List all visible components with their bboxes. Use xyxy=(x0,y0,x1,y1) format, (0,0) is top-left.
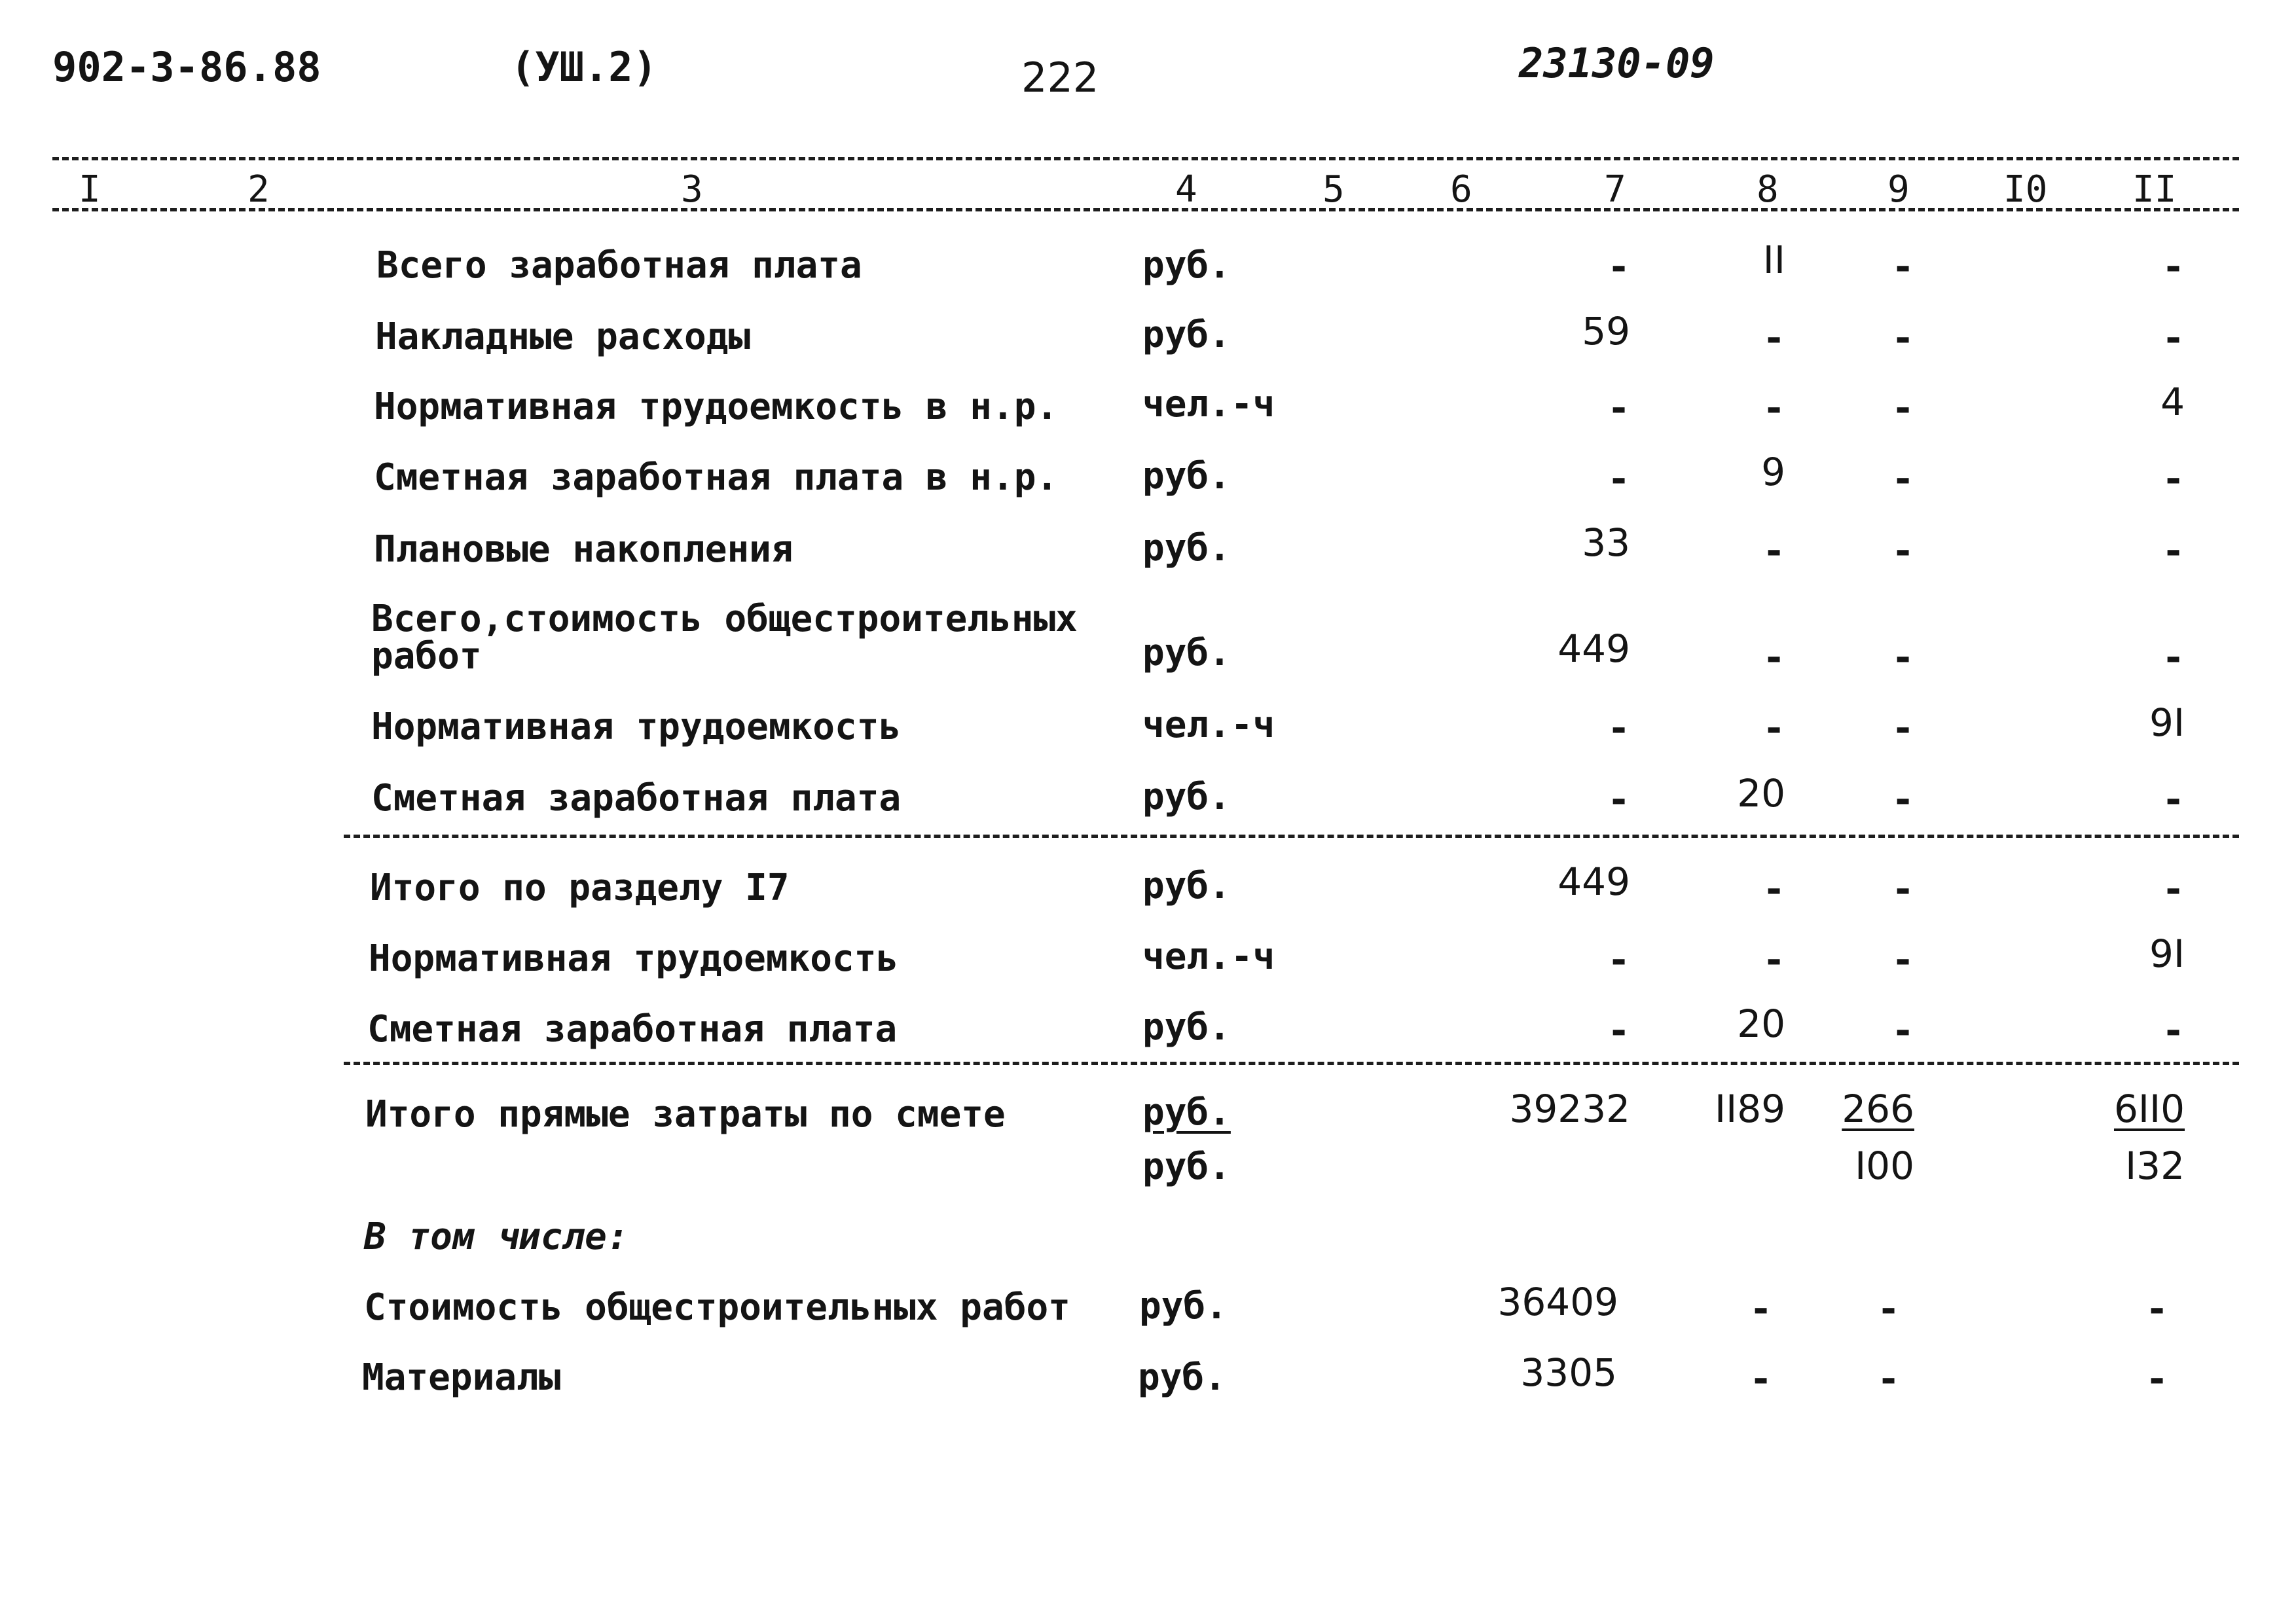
col11-value: 4 xyxy=(2160,380,2185,424)
col8-value: - xyxy=(1762,528,1785,573)
col11-value: - xyxy=(2162,867,2185,911)
row-unit: руб. xyxy=(1139,1285,1228,1327)
col9-value: - xyxy=(1891,937,1914,982)
row-unit: чел.-ч xyxy=(1142,935,1275,978)
col9-value: - xyxy=(1877,1286,1900,1331)
col7-value: 59 xyxy=(1582,309,1630,353)
row-unit: руб. xyxy=(1142,527,1231,569)
row-unit: руб. xyxy=(1142,776,1231,818)
total-col11-denominator: I32 xyxy=(2125,1144,2185,1188)
row-label: Нормативная трудоемкость в н.р. xyxy=(374,386,1059,428)
col8-value: - xyxy=(1749,1286,1772,1331)
total-col9-denominator: I00 xyxy=(1855,1144,1914,1188)
section-divider xyxy=(344,1062,2239,1065)
row-label: Итого по разделу I7 xyxy=(370,867,790,909)
col11-value: - xyxy=(2162,777,2185,821)
row-unit: руб. xyxy=(1142,455,1231,497)
page-number: 222 xyxy=(1021,54,1099,101)
col7-value: 36409 xyxy=(1497,1280,1618,1324)
section-code: (УШ.2) xyxy=(511,43,657,91)
col7-value: - xyxy=(1607,244,1630,289)
col9-value: - xyxy=(1891,867,1914,911)
col7-value: 33 xyxy=(1582,520,1630,565)
col9-value: - xyxy=(1891,635,1914,679)
row-label: Стоимость общестроительных работ xyxy=(364,1286,1070,1329)
row-label: Сметная заработная плата в н.р. xyxy=(374,456,1059,499)
row-label: Всего заработная плата xyxy=(376,244,862,287)
col11-value: - xyxy=(2162,635,2185,679)
row-label: Плановые накопления xyxy=(374,528,793,571)
row-unit: чел.-ч xyxy=(1142,704,1275,746)
row-label: Накладные расходы xyxy=(375,316,751,358)
column-number: 8 xyxy=(1757,168,1779,211)
total-unit: руб. xyxy=(1142,1091,1231,1134)
including-label: В том числе: xyxy=(364,1216,629,1258)
column-number: 6 xyxy=(1450,168,1472,211)
col8-value: - xyxy=(1749,1356,1772,1401)
col8-value: - xyxy=(1762,386,1785,430)
column-number: 7 xyxy=(1604,168,1626,211)
col7-value: - xyxy=(1607,456,1630,501)
col9-value: - xyxy=(1891,777,1914,821)
col11-value: 9I xyxy=(2149,931,2185,976)
col9-value: - xyxy=(1891,1008,1914,1053)
row-unit: чел.-ч xyxy=(1142,383,1275,425)
col11-value: 9I xyxy=(2149,700,2185,745)
row-unit: руб. xyxy=(1142,632,1231,674)
col11-value: - xyxy=(2162,316,2185,360)
doc-number: 23130-09 xyxy=(1519,39,1715,87)
col9-value: - xyxy=(1891,316,1914,360)
section-divider xyxy=(344,835,2239,838)
column-number: I xyxy=(79,168,101,211)
col8-value: 20 xyxy=(1737,1001,1785,1046)
col8-value: - xyxy=(1762,635,1785,679)
total-unit-second: руб. xyxy=(1142,1146,1231,1188)
column-number: 3 xyxy=(681,168,703,211)
col8-value: 9 xyxy=(1761,450,1785,494)
column-number: 9 xyxy=(1887,168,1910,211)
col8-value: - xyxy=(1762,867,1785,911)
col7-value: 449 xyxy=(1558,626,1630,671)
column-number: 5 xyxy=(1322,168,1345,211)
row-label: Сметная заработная плата xyxy=(367,1008,898,1051)
row-unit: руб. xyxy=(1142,1006,1231,1049)
col9-value: - xyxy=(1877,1356,1900,1401)
col8-value: - xyxy=(1762,706,1785,750)
col11-value: - xyxy=(2162,244,2185,289)
col8-value: 20 xyxy=(1737,771,1785,816)
col11-value: - xyxy=(2162,528,2185,573)
row-unit: руб. xyxy=(1142,314,1231,356)
row-label: Нормативная трудоемкость xyxy=(369,937,899,980)
row-label: Нормативная трудоемкость xyxy=(371,706,902,748)
header-top-rule xyxy=(52,157,2239,160)
col7-value: 449 xyxy=(1558,859,1630,904)
total-label: Итого прямые затраты по смете xyxy=(365,1093,1006,1136)
total-col7: 39232 xyxy=(1509,1087,1630,1131)
column-number: 4 xyxy=(1175,168,1197,211)
row-unit: руб. xyxy=(1142,244,1231,287)
column-number: 2 xyxy=(247,168,270,211)
col9-value: - xyxy=(1891,244,1914,289)
col7-value: 3305 xyxy=(1520,1350,1617,1395)
col9-value: - xyxy=(1891,386,1914,430)
row-label-continued: работ xyxy=(371,635,482,677)
col8-value: - xyxy=(1762,937,1785,982)
col7-value: - xyxy=(1607,706,1630,750)
total-col9-numerator: 266 xyxy=(1842,1087,1914,1131)
header-bottom-rule xyxy=(52,208,2239,211)
col8-value: - xyxy=(1762,316,1785,360)
col11-value: - xyxy=(2145,1356,2168,1401)
row-label: Сметная заработная плата xyxy=(371,777,902,820)
col7-value: - xyxy=(1607,937,1630,982)
column-number: II xyxy=(2132,168,2177,211)
row-label: Всего,стоимость общестроительных xyxy=(371,598,1078,640)
col9-value: - xyxy=(1891,456,1914,501)
row-unit: руб. xyxy=(1138,1356,1226,1399)
row-unit: руб. xyxy=(1142,865,1231,907)
col11-value: - xyxy=(2162,456,2185,501)
col11-value: - xyxy=(2145,1286,2168,1331)
col8-value: II xyxy=(1762,238,1785,282)
col9-value: - xyxy=(1891,528,1914,573)
total-col8: II89 xyxy=(1714,1087,1785,1131)
total-col11-numerator: 6II0 xyxy=(2113,1087,2185,1131)
col7-value: - xyxy=(1607,777,1630,821)
column-number: I0 xyxy=(2003,168,2048,211)
col7-value: - xyxy=(1607,1008,1630,1053)
row-label: Материалы xyxy=(362,1356,561,1399)
document-code: 902-3-86.88 xyxy=(52,43,321,91)
col7-value: - xyxy=(1607,386,1630,430)
col11-value: - xyxy=(2162,1008,2185,1053)
col9-value: - xyxy=(1891,706,1914,750)
